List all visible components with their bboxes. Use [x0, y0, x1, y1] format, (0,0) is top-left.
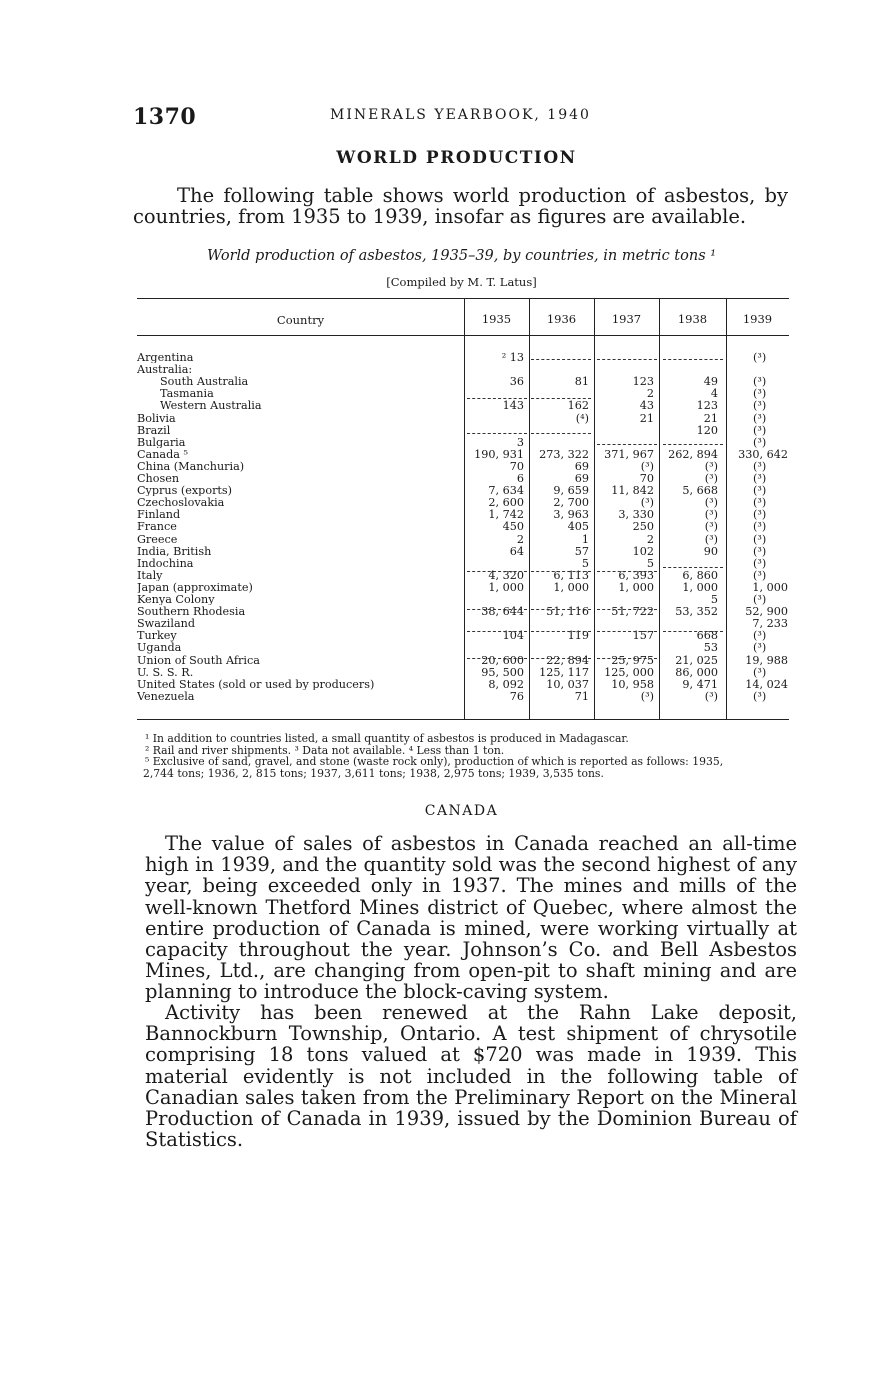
table-cell: 2 — [646, 387, 654, 401]
cell-separator — [467, 631, 527, 632]
country-label: Japan (approximate) — [137, 581, 253, 594]
table-cell: 9, 471 — [682, 677, 718, 691]
table-cell: 1, 000 — [682, 580, 718, 594]
table-cell: 371, 967 — [604, 447, 654, 461]
table-cell: (³) — [753, 568, 767, 582]
country-label: France — [137, 521, 177, 533]
table-cell: 143 — [502, 399, 524, 413]
country-label: United States (sold or used by producers) — [137, 678, 375, 690]
table-cell: (³) — [753, 629, 767, 643]
cell-separator — [663, 444, 723, 445]
table-cell: 123 — [696, 399, 718, 413]
section-title: WORLD PRODUCTION — [336, 148, 577, 168]
table-cell: 51, 116 — [546, 605, 589, 619]
cell-separator — [531, 631, 591, 632]
cell-separator — [597, 609, 657, 610]
country-name — [137, 655, 462, 666]
table-cell: (³) — [640, 496, 654, 510]
table-cell: 52, 900 — [745, 605, 788, 619]
cell-separator — [531, 433, 591, 434]
table-cell: 49 — [703, 375, 718, 389]
table-cell: 330, 642 — [738, 447, 788, 461]
table-cell: 157 — [632, 629, 654, 643]
cell-separator — [531, 609, 591, 610]
table-cell: 190, 931 — [474, 447, 524, 461]
page-number: 1370 — [133, 104, 197, 130]
country-label: Venezuela — [137, 690, 195, 703]
table-cell: 5, 668 — [682, 484, 718, 498]
table-cell: 19, 988 — [745, 653, 788, 667]
table-cell: (³) — [704, 689, 718, 703]
table-cell: (³) — [753, 351, 767, 364]
table-cell: 21, 025 — [675, 653, 718, 667]
table-cell: (³) — [753, 472, 767, 485]
table-cell: 3, 330 — [618, 508, 654, 522]
table-cell: 1, 742 — [488, 508, 524, 522]
table-cell: 6, 113 — [553, 568, 589, 582]
country-name — [137, 691, 462, 702]
table-cell: (³) — [640, 459, 654, 473]
table-cell: 104 — [502, 629, 524, 643]
table-cell: (³) — [753, 508, 767, 522]
table-cell: 53, 352 — [675, 605, 718, 619]
table-cell: 405 — [567, 520, 589, 534]
table-cell: 1 — [581, 532, 589, 546]
country-name — [137, 364, 462, 375]
table-cell: 10, 037 — [546, 677, 589, 691]
country-label: Indochina — [137, 557, 194, 569]
country-label: U. S. S. R. — [137, 666, 194, 678]
country-name — [160, 376, 462, 387]
table-cell: (³) — [753, 423, 767, 437]
cell-separator — [467, 571, 527, 572]
country-label: Czechoslovakia — [137, 497, 225, 509]
canada-heading: CANADA — [424, 803, 499, 819]
table-cell: 1, 000 — [488, 580, 524, 594]
table-cell: (³) — [704, 508, 718, 522]
column-header-1935: 1935 — [481, 312, 512, 326]
table-cell: (³) — [704, 472, 718, 485]
table-cell: (³) — [704, 496, 718, 510]
table-cell: 450 — [502, 520, 524, 534]
country-name — [137, 546, 462, 557]
table-header-rule — [137, 335, 789, 336]
table-cell: (³) — [704, 520, 718, 534]
table-cell: 123 — [632, 375, 654, 389]
table-cell: 53 — [703, 641, 718, 655]
country-name — [137, 413, 462, 424]
leader-dots — [137, 518, 460, 519]
table-cell: 273, 322 — [539, 447, 589, 461]
country-label: Uganda — [137, 642, 182, 654]
table-cell: 7, 634 — [488, 484, 524, 498]
country-label: Greece — [137, 533, 178, 545]
table-cell: (³) — [640, 689, 654, 703]
table-cell: (³) — [753, 484, 767, 498]
table-cell: (³) — [704, 459, 718, 473]
table-cell: 4 — [710, 387, 718, 401]
leader-dots — [137, 530, 460, 531]
country-name — [137, 461, 462, 472]
leader-dots — [137, 421, 460, 422]
table-cell: 38, 644 — [481, 605, 524, 619]
table-cell: 14, 024 — [745, 677, 788, 691]
cell-separator — [597, 631, 657, 632]
cell-separator — [663, 631, 723, 632]
table-cell: 70 — [639, 472, 654, 485]
table-cell: (³) — [753, 387, 767, 401]
cell-separator — [597, 571, 657, 572]
country-name — [137, 667, 462, 678]
table-cell: 90 — [703, 544, 718, 558]
column-header-country: Country — [276, 313, 325, 327]
table-cell: (³) — [753, 544, 767, 558]
table-cell: (³) — [753, 641, 767, 655]
table-cell: 8, 092 — [488, 677, 524, 691]
table-cell: 3, 963 — [553, 508, 589, 522]
table-cell: 69 — [574, 459, 589, 473]
country-label: Turkey — [137, 630, 177, 642]
canada-paragraph-1: The value of sales of asbestos in Canada reached an all-time high in 1939, and the quantity sold was the second highest of any year, being exceeded only in 1937. The mines and mills of the well-known Thetford Mines district of Quebec, where almost the entire production of Canada is mined, were working virtually at capacity throughout the year. Johnson’s Co. and Bell Asbestos Mines, Ltd., are changing from open-pit to shaft mining and are planning to introduce the block-caving system. — [145, 832, 797, 1004]
country-name — [137, 509, 462, 520]
table-cell: 64 — [509, 544, 524, 558]
table-cell: ² 13 — [501, 351, 524, 364]
cell-separator — [531, 359, 591, 360]
table-cell: 2, 600 — [488, 496, 524, 510]
country-label: Italy — [137, 569, 163, 582]
country-label: Western Australia — [160, 400, 262, 412]
country-label: South Australia — [160, 376, 249, 388]
table-cell: (³) — [753, 689, 767, 703]
country-label: Bulgaria — [137, 436, 186, 448]
country-name — [137, 534, 462, 545]
canada-paragraph-2: Activity has been renewed at the Rahn Lake deposit, Bannockburn Township, Ontario. A test shipment of chrysotile comprising 18 tons valued at $720 was made in 1939. This material evidently is not included in the following table of Canadian sales taken from the Preliminary Report on the Mineral Production of Canada in 1939, issued by the Dominion Bureau of Statistics. — [145, 1001, 797, 1152]
table-cell: 668 — [696, 629, 718, 643]
country-name — [137, 582, 462, 593]
country-label: India, British — [137, 545, 212, 557]
country-label: Union of South Africa — [137, 654, 260, 666]
table-cell: 57 — [574, 544, 589, 558]
table-cell: (³) — [753, 556, 767, 570]
column-header-1938: 1938 — [677, 312, 708, 326]
table-cell: 25, 975 — [611, 653, 654, 667]
table-cell: 9, 659 — [553, 484, 589, 498]
footnote: 2,744 tons; 1936, 2, 815 tons; 1937, 3,611 tons; 1938, 2,975 tons; 1939, 3,535 tons. — [143, 766, 604, 780]
table-cell: 5 — [710, 593, 718, 606]
table-cell: 5 — [581, 556, 589, 570]
table-cell: 1, 000 — [618, 580, 654, 594]
country-name — [137, 473, 462, 484]
country-label: Australia: — [137, 364, 193, 376]
table-cell: 43 — [639, 399, 654, 413]
table-top-rule — [137, 298, 789, 299]
table-cell: 51, 722 — [611, 605, 654, 619]
country-label: Brazil — [137, 424, 171, 436]
cell-separator — [663, 567, 723, 568]
country-name — [160, 388, 462, 399]
country-label: Bolivia — [137, 412, 176, 424]
table-cell: 6, 393 — [618, 568, 654, 582]
table-cell: (³) — [753, 665, 767, 679]
footnote: ¹ In addition to countries listed, a small quantity of asbestos is produced in Madagascar. — [145, 732, 629, 745]
table-cell: 21 — [639, 411, 654, 425]
country-name — [137, 437, 462, 448]
leader-dots — [137, 542, 460, 543]
country-name — [137, 679, 462, 690]
country-name — [137, 425, 462, 436]
table-cell: 81 — [574, 375, 589, 389]
table-cell: 4, 320 — [488, 568, 524, 582]
table-cell: 20, 600 — [481, 653, 524, 667]
cell-separator — [663, 359, 723, 360]
table-cell: 76 — [509, 689, 524, 703]
country-name — [137, 497, 462, 508]
country-label: Finland — [137, 509, 181, 521]
table-cell: (³) — [753, 520, 767, 534]
table-cell: (³) — [753, 399, 767, 413]
cell-separator — [467, 658, 527, 659]
table-cell: 125, 117 — [539, 665, 589, 679]
country-label: Swaziland — [137, 618, 195, 630]
table-compiled-by: [Compiled by M. T. Latus] — [386, 275, 537, 289]
table-cell: 120 — [696, 423, 718, 437]
table-cell: 69 — [574, 472, 589, 485]
table-footnotes — [145, 733, 825, 779]
country-name — [137, 630, 462, 641]
leader-dots — [137, 445, 460, 446]
column-header-1936: 1936 — [546, 312, 577, 326]
table-cell: 1, 000 — [752, 580, 788, 594]
intro-paragraph: The following table shows world production of asbestos, by countries, from 1935 to 1939, insofar as figures are available. — [133, 184, 788, 228]
table-cell: (³) — [753, 459, 767, 473]
table-cell: (³) — [704, 532, 718, 546]
country-name — [137, 449, 462, 460]
table-cell: 5 — [646, 556, 654, 570]
table-cell: 36 — [509, 375, 524, 389]
country-label: Tasmania — [160, 388, 214, 400]
country-name — [137, 485, 462, 496]
table-cell: 162 — [567, 399, 589, 413]
table-cell: 95, 500 — [481, 665, 524, 679]
country-label: Kenya Colony — [137, 594, 215, 606]
country-label: China (Manchuria) — [137, 460, 245, 473]
table-cell: (³) — [753, 435, 767, 449]
table-cell: 11, 842 — [611, 484, 654, 498]
country-label: Canada ⁵ — [137, 448, 188, 461]
cell-separator — [467, 433, 527, 434]
cell-separator — [597, 444, 657, 445]
country-name — [137, 352, 462, 363]
cell-separator — [597, 359, 657, 360]
table-cell: 2, 700 — [553, 496, 589, 510]
country-name — [137, 558, 462, 569]
leader-dots — [137, 433, 460, 434]
table-cell: 22, 894 — [546, 653, 589, 667]
table-cell: 86, 000 — [675, 665, 718, 679]
running-head: MINERALS YEARBOOK, 1940 — [330, 107, 591, 123]
country-name — [137, 618, 462, 629]
leader-dots — [137, 651, 460, 652]
country-name — [137, 570, 462, 581]
cell-separator — [531, 658, 591, 659]
cell-separator — [531, 571, 591, 572]
table-cell: 3 — [516, 435, 524, 449]
cell-separator — [531, 398, 591, 399]
country-label: Argentina — [137, 352, 194, 364]
footnote: ² Rail and river shipments. ³ Data not available. ⁴ Less than 1 ton. — [145, 743, 505, 757]
leader-dots — [137, 481, 460, 482]
table-cell: (³) — [753, 375, 767, 389]
table-cell: 6, 860 — [682, 568, 718, 582]
table-cell: 2 — [516, 532, 524, 546]
table-cell: (³) — [753, 496, 767, 510]
country-name — [160, 400, 462, 411]
table-cell: 102 — [632, 544, 654, 558]
table-cell: 262, 894 — [668, 447, 718, 461]
table-cell: (⁴) — [575, 411, 589, 425]
table-cell: 10, 958 — [611, 677, 654, 691]
country-name — [137, 606, 462, 617]
cell-separator — [597, 658, 657, 659]
table-cell: 1, 000 — [553, 580, 589, 594]
table-cell: (³) — [753, 593, 767, 606]
table-bottom-rule — [137, 719, 789, 720]
table-cell: 250 — [632, 520, 654, 534]
table-cell: (³) — [753, 411, 767, 425]
country-label: Southern Rhodesia — [137, 606, 246, 618]
footnote: ⁵ Exclusive of sand, gravel, and stone (waste rock only), production of which is reported as follows: 1935, — [145, 755, 724, 768]
cell-separator — [467, 609, 527, 610]
country-label: Cyprus (exports) — [137, 485, 233, 497]
column-header-1939: 1939 — [742, 312, 773, 326]
table-cell: 119 — [567, 629, 589, 643]
table-cell: (³) — [753, 532, 767, 546]
country-label: Chosen — [137, 473, 180, 485]
table-cell: 21 — [703, 411, 718, 425]
table-cell: 125, 000 — [604, 665, 654, 679]
table-cell: 7, 233 — [752, 617, 788, 631]
table-cell: 2 — [646, 532, 654, 546]
table-cell: 6 — [516, 472, 524, 485]
country-name — [137, 594, 462, 605]
leader-dots — [137, 639, 460, 640]
cell-separator — [467, 398, 527, 399]
column-header-1937: 1937 — [611, 312, 642, 326]
table-cell: 70 — [509, 459, 524, 473]
country-name — [137, 642, 462, 653]
leader-dots — [137, 578, 460, 579]
table-caption: World production of asbestos, 1935–39, by countries, in metric tons ¹ — [206, 248, 717, 264]
country-name — [137, 521, 462, 532]
table-cell: 71 — [574, 689, 589, 703]
